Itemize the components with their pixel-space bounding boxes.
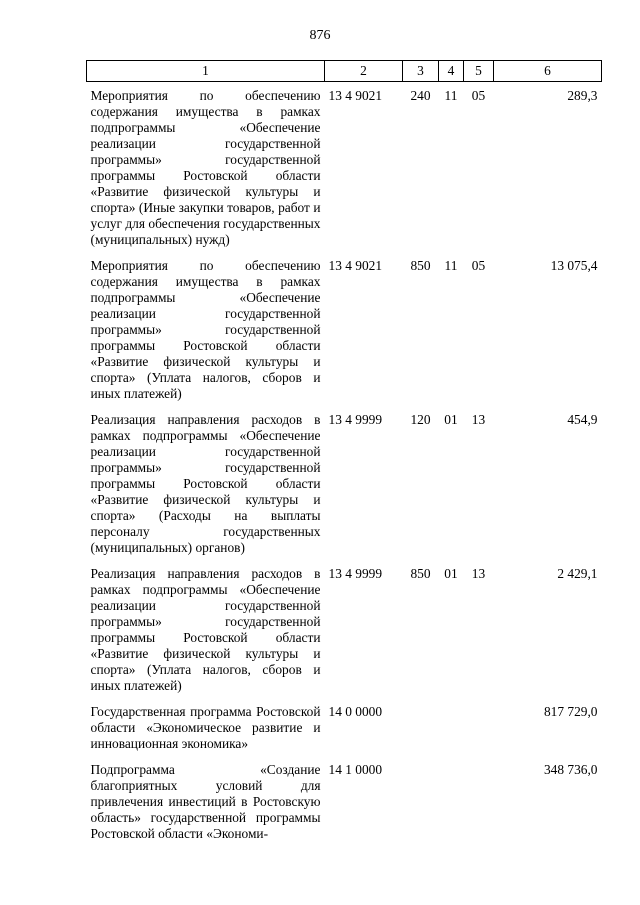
row-expense-type: 240: [410, 88, 431, 103]
table-row: [87, 82, 602, 253]
row-description: Мероприятия по обеспечению содержания имущества в рамках подпрограммы «Обеспечение реализации государственной программы» государственной программы Ростовской области «Развитие физической культуры и спорта» (Уплата налогов, сборов и иных платежей): [90, 258, 321, 401]
row-subsection: 13: [471, 412, 486, 427]
table-row: [87, 560, 602, 698]
row-expense-type: [403, 756, 439, 846]
row-amount: 289,3: [567, 88, 598, 103]
row-section: [439, 756, 464, 846]
row-target-code: 13 4 9021: [328, 88, 383, 103]
row-amount: 13 075,4: [550, 258, 598, 273]
column-header-3: 3: [403, 61, 439, 82]
row-amount: 348 736,0: [543, 762, 598, 777]
row-description: Подпрограмма «Создание благоприятных условий для привлечения инвестиций в Ростовскую область» государственной программы Ростовской области «Экономи-: [90, 762, 321, 841]
table-row: [87, 406, 602, 560]
column-header-2: 2: [325, 61, 403, 82]
budget-table: [86, 60, 602, 846]
table-row: [87, 756, 602, 846]
row-description: Реализация направления расходов в рамках подпрограммы «Обеспечение реализации государственной программы» государственной программы Ростовской области «Развитие физической культуры и спорта» (Уплата налогов, сборов и иных платежей): [90, 566, 321, 693]
table-row: [87, 252, 602, 406]
column-header-5: 5: [464, 61, 494, 82]
row-subsection: 05: [471, 88, 486, 103]
row-expense-type: 120: [410, 412, 431, 427]
table-header-row: [87, 61, 602, 82]
row-expense-type: 850: [410, 258, 431, 273]
row-expense-type: 850: [410, 566, 431, 581]
row-amount: 2 429,1: [557, 566, 598, 581]
row-target-code: 13 4 9999: [328, 566, 383, 581]
row-section: 11: [444, 258, 458, 273]
row-description: Мероприятия по обеспечению содержания имущества в рамках подпрограммы «Обеспечение реализации государственной программы» государственной программы Ростовской области «Развитие физической культуры и спорта» (Иные закупки товаров, работ и услуг для обеспечения государственных (муниципальных) нужд): [90, 88, 321, 247]
row-subsection: 05: [471, 258, 486, 273]
row-description: Государственная программа Ростовской области «Экономическое развитие и инновационная экономика»: [90, 704, 321, 751]
row-description: Реализация направления расходов в рамках подпрограммы «Обеспечение реализации государственной программы» государственной программы Ростовской области «Развитие физической культуры и спорта» (Расходы на выплаты персоналу государственных (муниципальных) органов): [90, 412, 321, 555]
row-amount: 817 729,0: [543, 704, 598, 719]
row-section: 11: [444, 88, 458, 103]
table-row: [87, 698, 602, 756]
row-section: 01: [444, 412, 458, 427]
row-amount: 454,9: [567, 412, 598, 427]
row-section: [439, 698, 464, 756]
column-header-4: 4: [439, 61, 464, 82]
row-target-code: 13 4 9999: [328, 412, 383, 427]
column-header-1: 1: [87, 61, 325, 82]
row-subsection: 13: [471, 566, 486, 581]
column-header-6: 6: [494, 61, 602, 82]
row-target-code: 13 4 9021: [328, 258, 383, 273]
row-target-code: 14 0 0000: [328, 704, 383, 719]
row-section: 01: [444, 566, 458, 581]
page-number: 876: [309, 28, 331, 43]
row-target-code: 14 1 0000: [328, 762, 383, 777]
row-subsection: [464, 756, 494, 846]
row-subsection: [464, 698, 494, 756]
row-expense-type: [403, 698, 439, 756]
